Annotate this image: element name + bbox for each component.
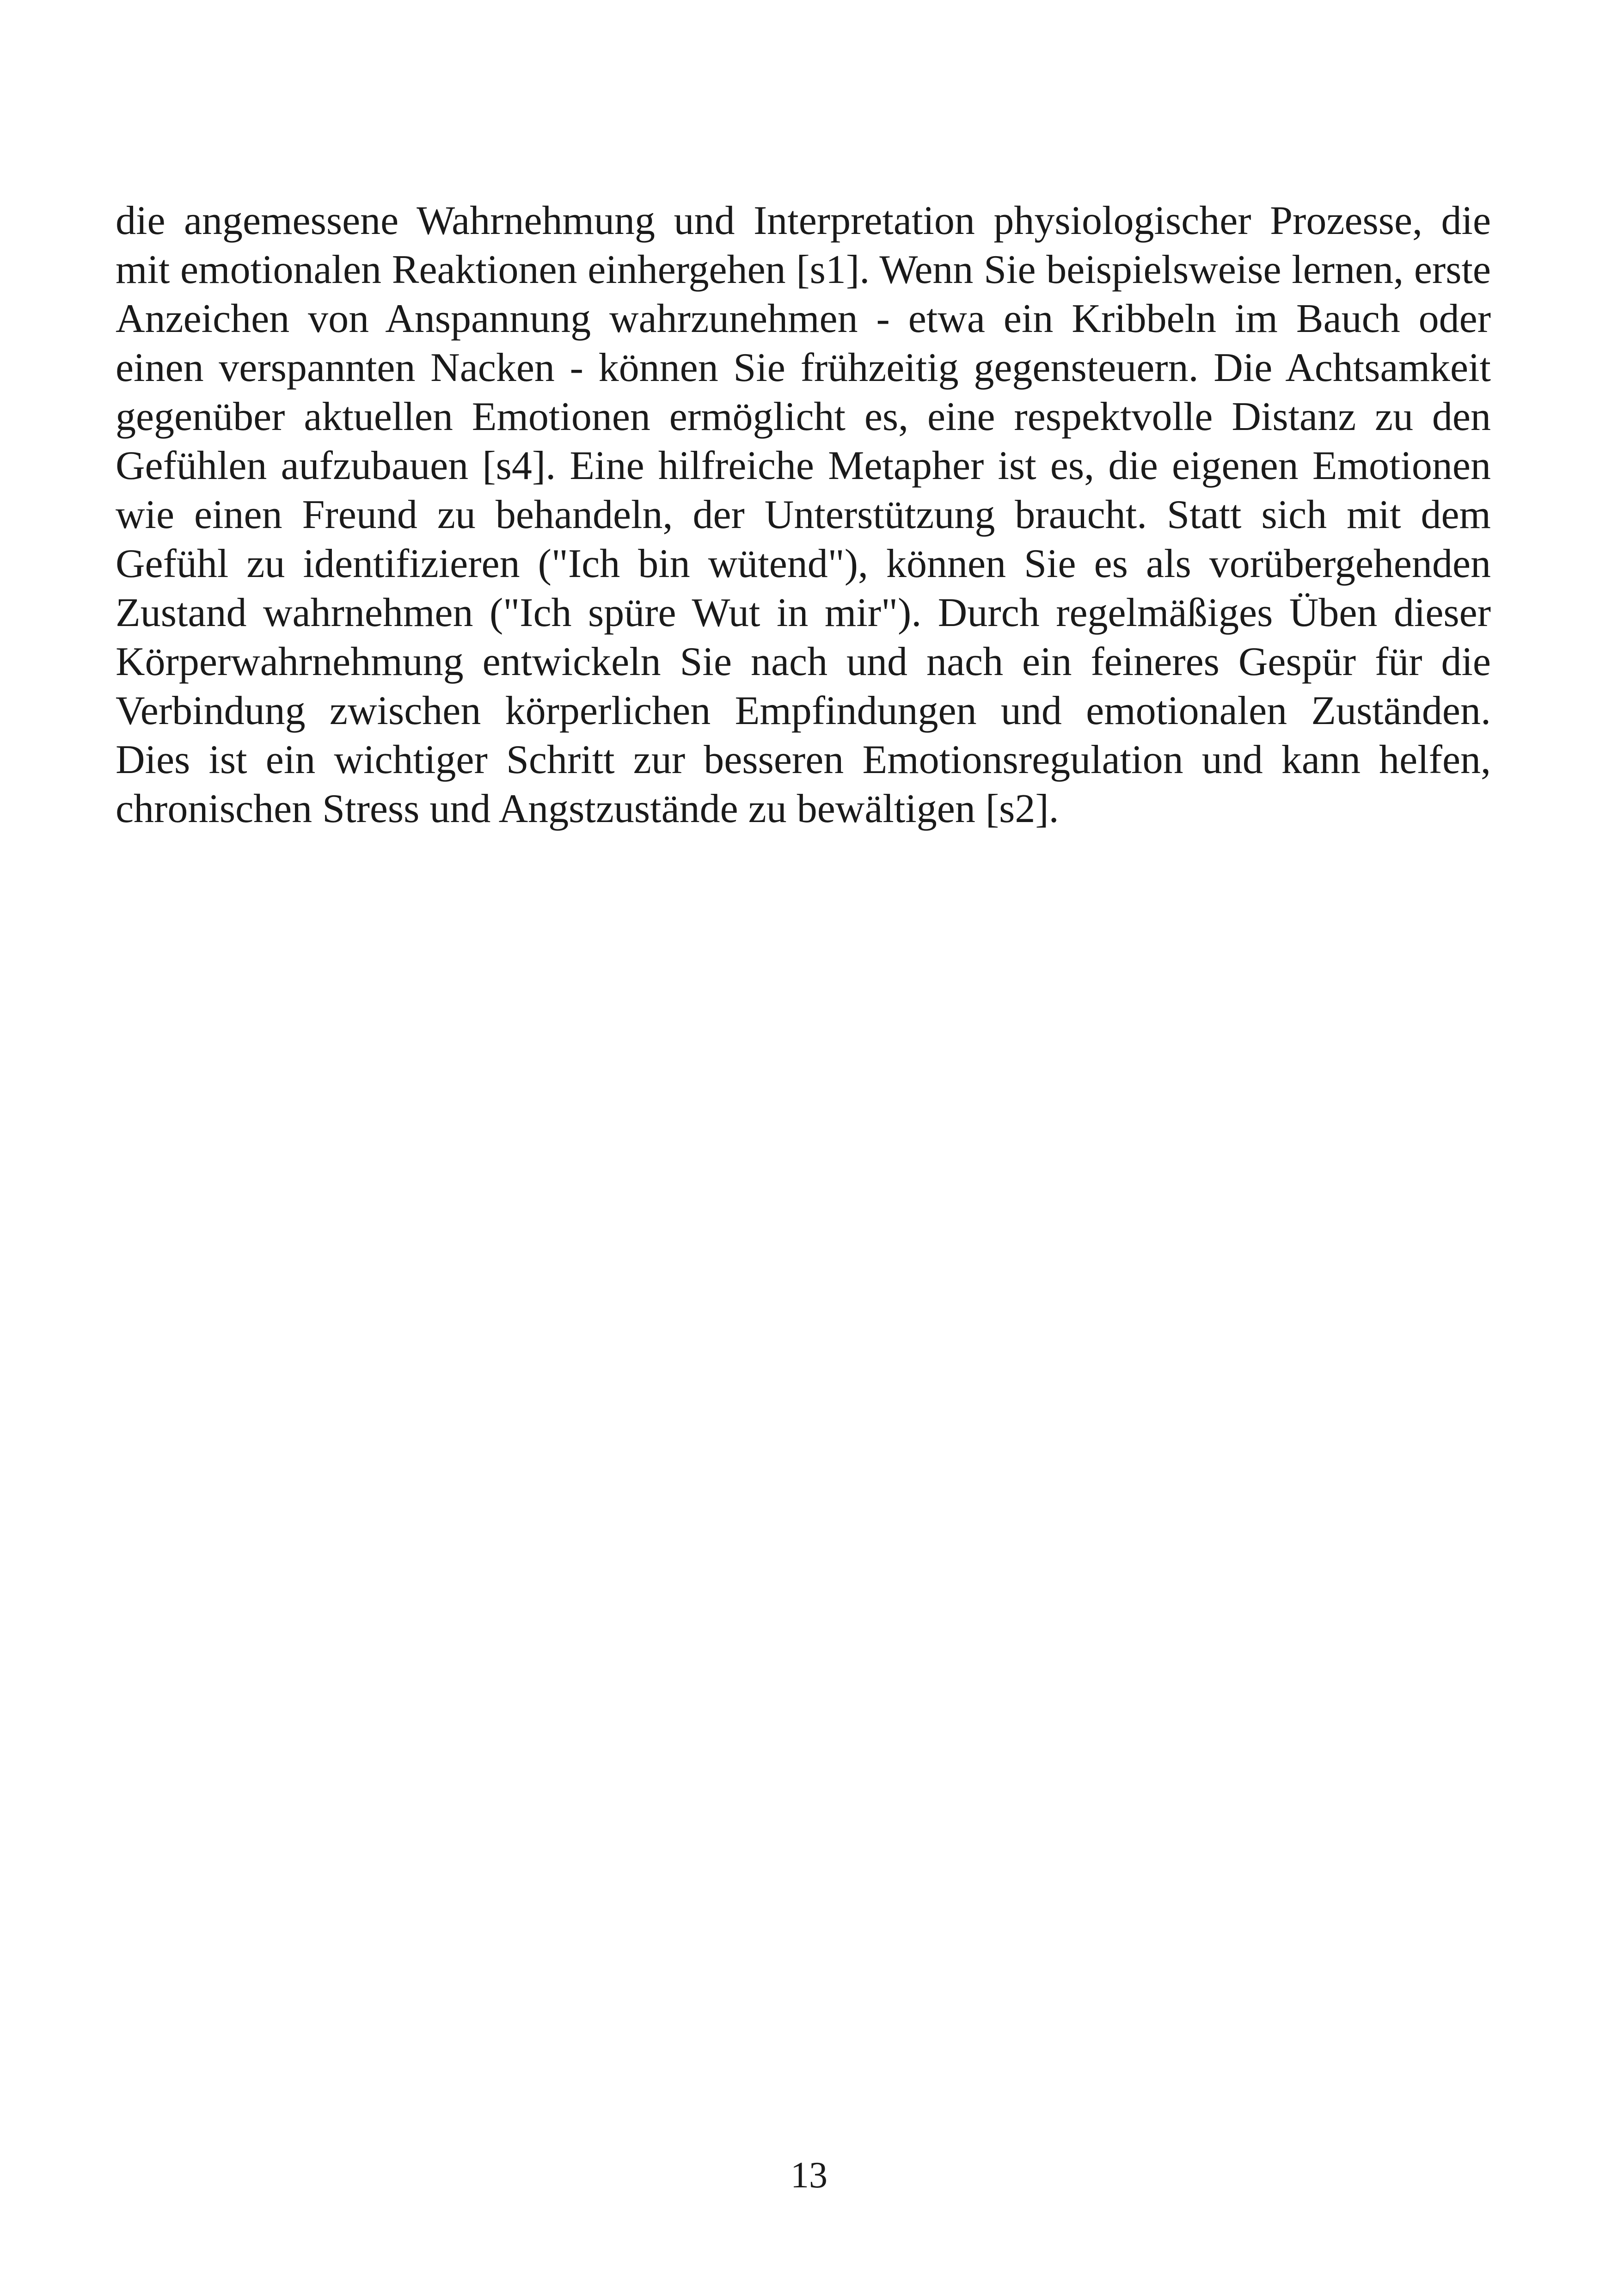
body-paragraph: die angemessene Wahrnehmung und Interpretation physiologischer Prozesse, die mit emotionalen Reaktionen einhergehen [s1]. Wenn Sie beispielsweise lernen, erste Anzeichen von Anspannung wahrzunehmen - etwa ein Kribbeln im Bauch oder einen verspannten Nacken - können Sie frühzeitig gegensteuern. Die Achtsamkeit gegenüber aktuellen Emotionen ermöglicht es, eine respektvolle Distanz zu den Gefühlen aufzubauen [s4]. Eine hilfreiche Metapher ist es, die eigenen Emotionen wie einen Freund zu behandeln, der Unterstützung braucht. Statt sich mit dem Gefühl zu identifizieren ("Ich bin wütend"), können Sie es als vorübergehenden Zustand wahrnehmen ("Ich spüre Wut in mir"). Durch regelmäßiges Üben dieser Körperwahrnehmung entwickeln Sie nach und nach ein feineres Gespür für die Verbindung zwischen körperlichen Empfindungen und emotionalen Zuständen. Dies ist ein wichtiger Schritt zur besseren Emotionsregulation und kann helfen, chronischen Stress und Angstzustände zu bewältigen [s2]. [116, 198, 1491, 831]
page-number: 13 [791, 2155, 827, 2196]
